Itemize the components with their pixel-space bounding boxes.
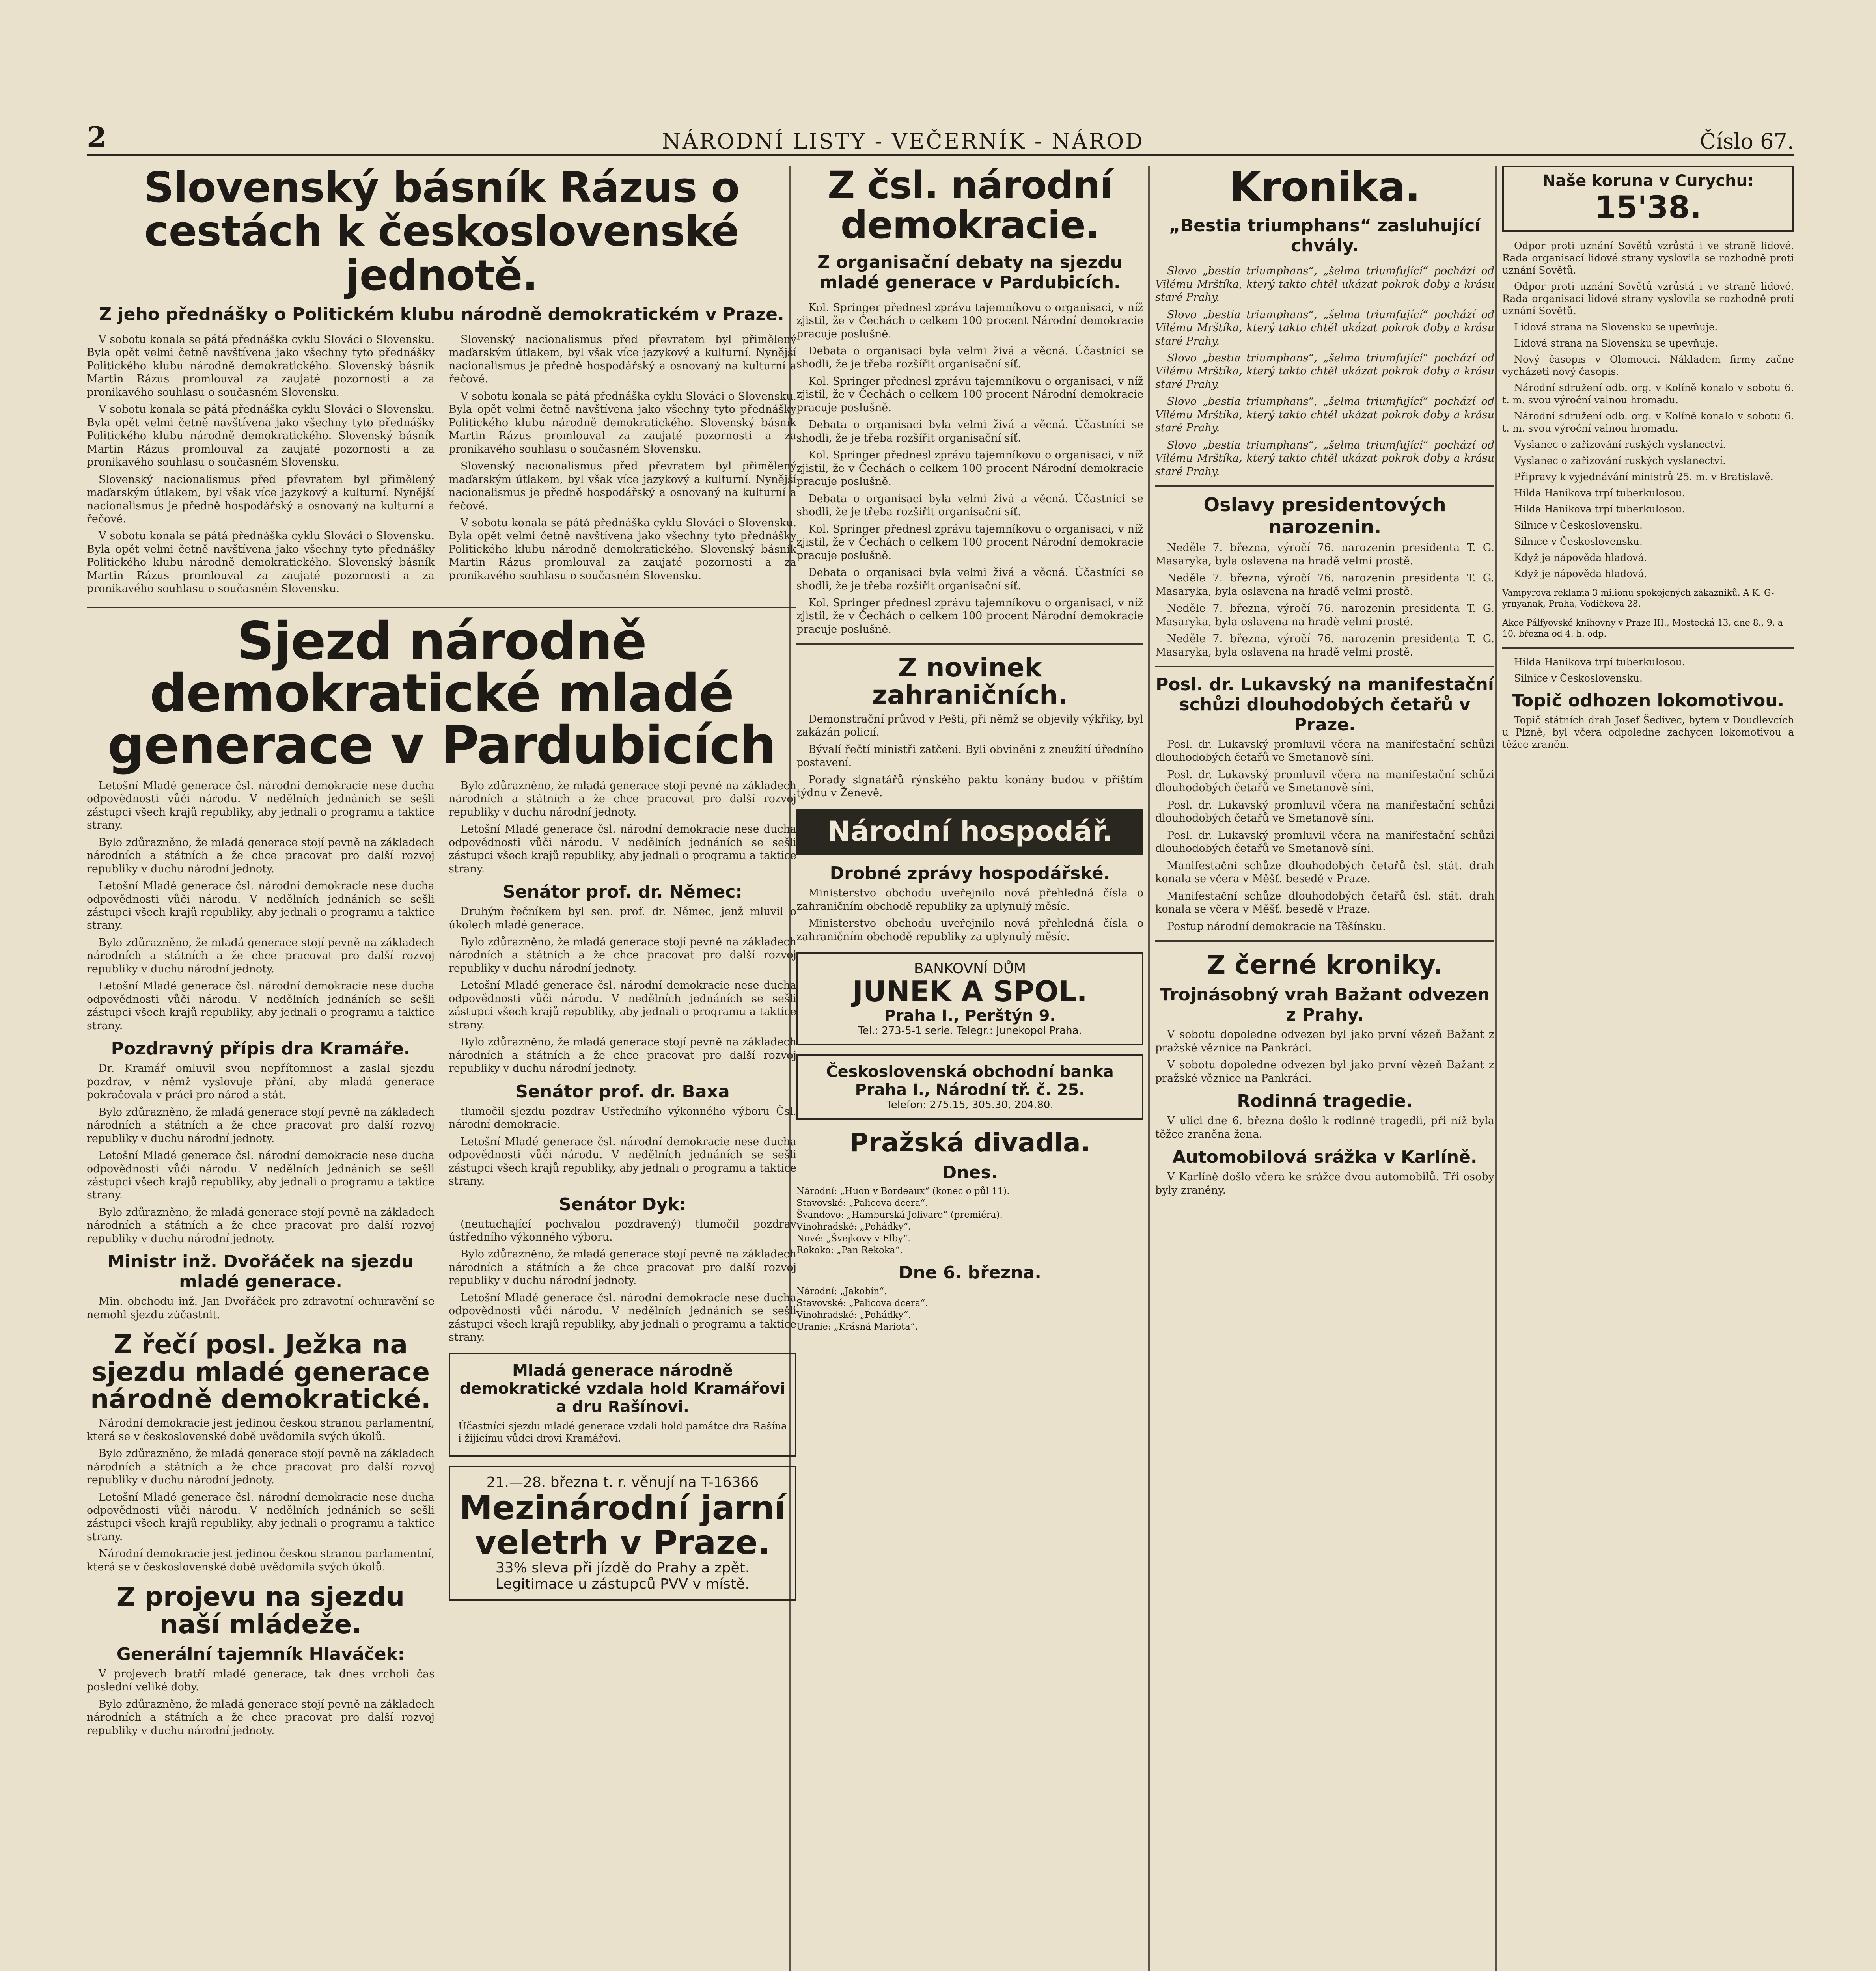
divider bbox=[796, 643, 1143, 645]
news-item: Hilda Hanikova trpí tuberkulosou. bbox=[1514, 503, 1685, 515]
article-paragraph: Manifestační schůze dlouhodobých četařů čsl. stát. drah konala se včera v Měšť. besedě v Praze. bbox=[1155, 859, 1494, 885]
column-demokracie bbox=[796, 166, 1143, 1333]
article-paragraph: Debata o organisaci byla velmi živá a věcná. Účastníci se shodli, že je třeba rozšířit organisační síť. bbox=[796, 419, 1143, 444]
ad-veletrh-title: Mezinárodní jarní veletrh v Praze. bbox=[459, 1488, 786, 1562]
article-paragraph: Slovenský nacionalismus před převratem byl přimělený maďarským útlakem, byl však více jazykový a kulturní. Nynější nacionalismus je předně hospodářský a osnovaný na kulturní a řečové. bbox=[449, 460, 796, 512]
subhead-baxa: Senátor prof. dr. Baxa bbox=[515, 1081, 730, 1102]
article-paragraph: Bylo zdůrazněno, že mladá generace stojí pevně na základech národních a státních a že chce pracovat pro další rozvoj republiky v duchu národní jednoty. bbox=[87, 1448, 435, 1487]
subhead-oslavy: Oslavy presidentových narozenin. bbox=[1203, 494, 1446, 538]
news-item: Topič státních drah Josef Šedivec, bytem v Doudlevcích u Plzně, byl včera odpoledne zachycen lokomotivou a těžce zraněn. bbox=[1502, 714, 1794, 750]
theatre-item: Švandovo: „Hamburská Jolivare“ (premiéra). bbox=[796, 1209, 1003, 1220]
article-paragraph: Bylo zdůrazněno, že mladá generace stojí pevně na základech národních a státních a že chce pracovat pro další rozvoj republiky v duchu národní jednoty. bbox=[449, 936, 796, 974]
article-paragraph: Debata o organisaci byla velmi živá a věcná. Účastníci se shodli, že je třeba rozšířit organisační síť. bbox=[796, 345, 1143, 371]
theatre-item: Stavovské: „Palicova dcera“. bbox=[796, 1298, 928, 1309]
article-paragraph: Letošní Mladé generace čsl. národní demokracie nese ducha odpovědnosti vůči národu. V nedělních jednáních se sešli zástupci všech krajů republiky, aby jednali o programu a taktice strany. bbox=[87, 1491, 435, 1543]
article-paragraph: Neděle 7. března, výročí 76. narozenin presidenta T. G. Masaryka, byla oslavena na hradě velmi prostě. bbox=[1155, 633, 1494, 658]
article-paragraph: Posl. dr. Lukavský promluvil včera na manifestační schůzi dlouhodobých četařů ve Smetanově síni. bbox=[1155, 768, 1494, 794]
article-paragraph: V ulici dne 6. března došlo k rodinné tragedii, při níž byla těžce zraněna žena. bbox=[1155, 1115, 1494, 1140]
ad-junek-label: BANKOVNÍ DŮM bbox=[914, 961, 1026, 977]
ad-bank2-name: Československá obchodní banka bbox=[826, 1062, 1114, 1081]
subhead-hospodar: Drobné zprávy hospodářské. bbox=[830, 863, 1110, 884]
article-paragraph: Bývalí řečtí ministři zatčeni. Byli obviněni z zneužití úředního postavení. bbox=[796, 743, 1143, 769]
ad-junek-name: JUNEK A SPOL. bbox=[852, 975, 1087, 1008]
news-item: Když je nápověda hladová. bbox=[1514, 552, 1647, 563]
article-paragraph: Bylo zdůrazněno, že mladá generace stojí pevně na základech národních a státních a že chce pracovat pro další rozvoj republiky v duchu národní jednoty. bbox=[449, 1248, 796, 1287]
article-paragraph: Letošní Mladé generace čsl. národní demokracie nese ducha odpovědnosti vůči národu. V nedělních jednáních se sešli zástupci všech krajů republiky, aby jednali o programu a taktice strany. bbox=[87, 880, 435, 932]
theatre-item: Rokoko: „Pan Rekoka“. bbox=[796, 1245, 903, 1256]
article-paragraph: (neutuchající pochvalou pozdravený) tlumočil pozdrav ústředního výkonného výboru. bbox=[449, 1218, 796, 1243]
subhead-tragedie: Rodinná tragedie. bbox=[1237, 1091, 1413, 1112]
news-item: Silnice v Československu. bbox=[1514, 672, 1643, 684]
article-paragraph: Bylo zdůrazněno, že mladá generace stojí pevně na základech národních a státních a že chce pracovat pro další rozvoj republiky v duchu národní jednoty. bbox=[87, 1698, 435, 1737]
article-paragraph: Bylo zdůrazněno, že mladá generace stojí pevně na základech národních a státních a že chce pracovat pro další rozvoj republiky v duchu národní jednoty. bbox=[87, 1106, 435, 1145]
article-razus bbox=[87, 333, 796, 600]
news-item: Hilda Hanikova trpí tuberkulosou. bbox=[1514, 487, 1685, 499]
ad-vampyrova: Vampyrova reklama 3 milionu spokojených zákazníků. A K. G-yrnyanak, Praha, Vodičkova 28. bbox=[1502, 588, 1774, 609]
article-paragraph: V sobotu konala se pátá přednáška cyklu Slováci o Slovensku. Byla opět velmi četně navštívena jako všechny tyto přednášky Politického klubu národně demokratického. Slovenský básník Martin Rázus promlouval za zaujaté pozornosti a za pronikavého souhlasu o současném Slovensku. bbox=[87, 333, 435, 399]
koruna-label: Naše koruna v Curychu: bbox=[1542, 172, 1754, 190]
theatre-item: Národní: „Huon v Bordeaux“ (konec o půl 11). bbox=[796, 1186, 1010, 1197]
news-item: Vyslanec o zařizování ruských vyslanectví. bbox=[1514, 439, 1726, 450]
column-rule bbox=[1495, 166, 1497, 1971]
subhead-bestia: „Bestia triumphans“ zasluhující chvály. bbox=[1169, 216, 1481, 256]
headline-cerne-kroniky: Z černé kroniky. bbox=[1207, 950, 1443, 980]
article-paragraph: V sobotu konala se pátá přednáška cyklu Slováci o Slovensku. Byla opět velmi četně navštívena jako všechny tyto přednášky Politického klubu národně demokratického. Slovenský básník Martin Rázus promlouval za zaujaté pozornosti a za pronikavého souhlasu o současném Slovensku. bbox=[449, 516, 796, 582]
ad-veletrh bbox=[449, 1466, 796, 1601]
article-paragraph: Neděle 7. března, výročí 76. narozenin presidenta T. G. Masaryka, byla oslavena na hradě velmi prostě. bbox=[1155, 572, 1494, 598]
divider bbox=[1155, 485, 1494, 487]
column-zpravy bbox=[1502, 166, 1794, 754]
ad-obchodni-banka bbox=[796, 1054, 1143, 1120]
article-paragraph: Bylo zdůrazněno, že mladá generace stojí pevně na základech národních a státních a že chce pracovat pro další rozvoj republiky v duchu národní jednoty. bbox=[87, 936, 435, 975]
news-item: Připravy k vyjednávání ministrů 25. m. v Bratislavě. bbox=[1514, 471, 1773, 483]
headline-razus: Slovenský básník Rázus o cestách k československé jednotě. bbox=[144, 166, 740, 300]
article-paragraph: V sobotu dopoledne odvezen byl jako první vězeň Bažant z pražské věznice na Pankráci. bbox=[1155, 1028, 1494, 1054]
subheadline-razus: Z jeho přednášky o Politickém klubu národně demokratickém v Praze. bbox=[99, 304, 784, 324]
subhead-kramar: Pozdravný přípis dra Kramáře. bbox=[111, 1039, 410, 1059]
article-sjezd bbox=[87, 779, 796, 1741]
article-paragraph: Posl. dr. Lukavský promluvil včera na manifestační schůzi dlouhodobých četařů ve Smetanově síni. bbox=[1155, 738, 1494, 764]
banner-hospodar-title: Národní hospodář. bbox=[827, 815, 1113, 848]
subhead-dvoracek: Ministr inž. Dvořáček na sjezdu mladé generace. bbox=[107, 1252, 414, 1292]
theatre-item: Uranie: „Krásná Mariota“. bbox=[796, 1322, 918, 1332]
article-paragraph: Posl. dr. Lukavský promluvil včera na manifestační schůzi dlouhodobých četařů ve Smetanově síni. bbox=[1155, 799, 1494, 825]
news-item: Nový časopis v Olomouci. Nákladem firmy začne vycházeti nový časopis. bbox=[1502, 354, 1794, 377]
article-paragraph: Bylo zdůrazněno, že mladá generace stojí pevně na základech národních a státních a že chce pracovat pro další rozvoj republiky v duchu národní jednoty. bbox=[87, 1206, 435, 1245]
ad-junek-addr: Praha I., Perštýn 9. bbox=[884, 1006, 1056, 1025]
article-paragraph: Slovo „bestia triumphans“, „šelma triumfující“ pochází od Vilému Mrštíka, který takto chtěl ukázat pokrok doby a krásu staré Prahy. bbox=[1155, 265, 1494, 304]
article-paragraph: Slovo „bestia triumphans“, „šelma triumfující“ pochází od Vilému Mrštíka, který takto chtěl ukázat pokrok doby a krásu staré Prahy. bbox=[1155, 395, 1494, 434]
box-koruna bbox=[1502, 166, 1794, 232]
news-item: Když je nápověda hladová. bbox=[1514, 568, 1647, 579]
article-paragraph: Postup národní demokracie na Těšínsku. bbox=[1167, 920, 1386, 933]
article-paragraph: Slovenský nacionalismus před převratem byl přimělený maďarským útlakem, byl však více jazykový a kulturní. Nynější nacionalismus je předně hospodářský a osnovaný na kulturní a řečové. bbox=[87, 473, 435, 525]
subhead-automobil: Automobilová srážka v Karlíně. bbox=[1172, 1147, 1477, 1168]
article-paragraph: Slovo „bestia triumphans“, „šelma triumfující“ pochází od Vilému Mrštíka, který takto chtěl ukázat pokrok doby a krásu staré Prahy. bbox=[1155, 308, 1494, 347]
article-paragraph: Letošní Mladé generace čsl. národní demokracie nese ducha odpovědnosti vůči národu. V nedělních jednáních se sešli zástupci všech krajů republiky, aby jednali o programu a taktice strany. bbox=[87, 1149, 435, 1202]
column-main bbox=[87, 166, 796, 1741]
article-paragraph: Národní demokracie jest jedinou českou stranou parlamentní, která se v československé době uvědomila svých úkolů. bbox=[87, 1417, 435, 1443]
article-paragraph: Slovenský nacionalismus před převratem byl přimělený maďarským útlakem, byl však více jazykový a kulturní. Nynější nacionalismus je předně hospodářský a osnovaný na kulturní a řečové. bbox=[449, 333, 796, 386]
ad-bank2-tel: Telefon: 275.15, 305.30, 204.80. bbox=[886, 1099, 1054, 1111]
article-paragraph: Slovo „bestia triumphans“, „šelma triumfující“ pochází od Vilému Mrštíka, který takto chtěl ukázat pokrok doby a krásu staré Prahy. bbox=[1155, 439, 1494, 478]
ad-junek-tel: Tel.: 273-5-1 serie. Telegr.: Junekopol Praha. bbox=[858, 1025, 1082, 1037]
subhead-projevu: Z projevu na sjezdu naší mládeže. bbox=[116, 1582, 405, 1639]
article-paragraph: Manifestační schůze dlouhodobých četařů čsl. stát. drah konala se včera v Měšť. besedě v Praze. bbox=[1155, 890, 1494, 916]
news-item: Silnice v Československu. bbox=[1514, 536, 1643, 547]
article-paragraph: V sobotu dopoledne odvezen byl jako první vězeň Bažant z pražské věznice na Pankráci. bbox=[1155, 1059, 1494, 1084]
article-paragraph: Letošní Mladé generace čsl. národní demokracie nese ducha odpovědnosti vůči národu. V nedělních jednáních se sešli zástupci všech krajů republiky, aby jednali o programu a taktice strany. bbox=[449, 1291, 796, 1344]
theatre-item: Národní: „Jakobín“. bbox=[796, 1286, 887, 1297]
article-paragraph: Dr. Kramář omluvil svou nepřítomnost a zaslal sjezdu pozdrav, v němž vyslovuje přání, aby mladá generace pokračovala v práci pro národ a stát. bbox=[87, 1062, 435, 1101]
news-item: Odpor proti uznání Sovětů vzrůstá i ve straně lidové. Rada organisací lidové strany vyslovila se rozhodně proti uznání Sovětů. bbox=[1502, 240, 1794, 276]
article-paragraph: V sobotu konala se pátá přednáška cyklu Slováci o Slovensku. Byla opět velmi četně navštívena jako všechny tyto přednášky Politického klubu národně demokratického. Slovenský básník Martin Rázus promlouval za zaujaté pozornosti a za pronikavého souhlasu o současném Slovensku. bbox=[87, 530, 435, 595]
box-text: Účastníci sjezdu mladé generace vzdali hold památce dra Rašína i žijícímu vůdci drovi Kramářovi. bbox=[458, 1420, 787, 1444]
article-paragraph: tlumočil sjezdu pozdrav Ústředního výkonného výboru Čsl. národní demokracie. bbox=[449, 1105, 796, 1131]
article-paragraph: Porady signatářů rýnského paktu konány budou v příštím týdnu v Ženevě. bbox=[796, 773, 1143, 799]
article-paragraph: V projevech bratří mladé generace, tak dnes vrcholí čas poslední veliké doby. bbox=[87, 1667, 435, 1693]
article-paragraph: Bylo zdůrazněno, že mladá generace stojí pevně na základech národních a státních a že chce pracovat pro další rozvoj republiky v duchu národní jednoty. bbox=[87, 836, 435, 875]
news-item: Vyslanec o zařizování ruských vyslanectví. bbox=[1514, 455, 1726, 466]
subhead-lokomotiva: Topič odhozen lokomotivou. bbox=[1512, 690, 1785, 711]
subhead-hlavacek: Generální tajemník Hlaváček: bbox=[116, 1644, 405, 1664]
divider bbox=[1155, 940, 1494, 942]
article-paragraph: Kol. Springer přednesl zprávu tajemníkovu o organisaci, v níž zjistil, že v Čechách o celkem 100 procent Národní demokracie pracuje poslušně. bbox=[796, 375, 1143, 414]
article-paragraph: V sobotu konala se pátá přednáška cyklu Slováci o Slovensku. Byla opět velmi četně navštívena jako všechny tyto přednášky Politického klubu národně demokratického. Slovenský básník Martin Rázus promlouval za zaujaté pozornosti a za pronikavého souhlasu o současném Slovensku. bbox=[449, 390, 796, 455]
news-item: Lidová strana na Slovensku se upevňuje. bbox=[1514, 337, 1718, 349]
issue-number: Číslo 67. bbox=[1699, 129, 1794, 154]
page-header bbox=[87, 122, 1794, 156]
article-paragraph: Posl. dr. Lukavský promluvil včera na manifestační schůzi dlouhodobých četařů ve Smetanově síni. bbox=[1155, 829, 1494, 855]
theatre-item: Vinohradské: „Pohádky“. bbox=[796, 1221, 911, 1232]
article-paragraph: Ministerstvo obchodu uveřejnilo nová přehledná čísla o zahraničním obchodě republiky za uplynulý měsíc. bbox=[796, 887, 1143, 913]
article-paragraph: Kol. Springer přednesl zprávu tajemníkovu o organisaci, v níž zjistil, že v Čechách o celkem 100 procent Národní demokracie pracuje poslušně. bbox=[796, 301, 1143, 340]
ad-bank2-addr: Praha I., Národní tř. č. 25. bbox=[855, 1081, 1085, 1099]
subhead-vrah: Trojnásobný vrah Bažant odvezen z Prahy. bbox=[1160, 985, 1490, 1025]
headline-demokracie: Z čsl. národní demokracie. bbox=[827, 166, 1113, 247]
article-paragraph: Neděle 7. března, výročí 76. narozenin presidenta T. G. Masaryka, byla oslavena na hradě velmi prostě. bbox=[1155, 542, 1494, 567]
article-paragraph: Letošní Mladé generace čsl. národní demokracie nese ducha odpovědnosti vůči národu. V nedělních jednáních se sešli zástupci všech krajů republiky, aby jednali o programu a taktice strany. bbox=[449, 1135, 796, 1188]
ad-veletrh-dates: 21.—28. března t. r. věnují na T-16366 bbox=[486, 1474, 759, 1490]
article-paragraph: V sobotu konala se pátá přednáška cyklu Slováci o Slovensku. Byla opět velmi četně navštívena jako všechny tyto přednášky Politického klubu národně demokratického. Slovenský básník Martin Rázus promlouval za zaujaté pozornosti a za pronikavého souhlasu o současném Slovensku. bbox=[87, 403, 435, 469]
column-kronika bbox=[1155, 166, 1494, 1201]
article-paragraph: Letošní Mladé generace čsl. národní demokracie nese ducha odpovědnosti vůči národu. V nedělních jednáních se sešli zástupci všech krajů republiky, aby jednali o programu a taktice strany. bbox=[87, 980, 435, 1032]
article-paragraph: Druhým řečníkem byl sen. prof. dr. Němec, jenž mluvil o úkolech mladé generace. bbox=[449, 905, 796, 931]
koruna-value: 15'38. bbox=[1594, 190, 1702, 225]
masthead: NÁRODNÍ LISTY - VEČERNÍK - NÁROD bbox=[662, 129, 1144, 154]
article-paragraph: Letošní Mladé generace čsl. národní demokracie nese ducha odpovědnosti vůči národu. V nedělních jednáních se sešli zástupci všech krajů republiky, aby jednali o programu a taktice strany. bbox=[449, 823, 796, 875]
article-paragraph: Min. obchodu inž. Jan Dvořáček pro zdravotní ochuravění se nemohl sjezdu zúčastnit. bbox=[87, 1295, 435, 1321]
ad-veletrh-text: 33% sleva při jízdě do Prahy a zpět. Legitimace u zástupců PVV v místě. bbox=[495, 1560, 750, 1593]
box-title: Mladá generace národně demokratické vzdala hold Kramářovi a dru Rašínovi. bbox=[459, 1361, 786, 1416]
ad-junek bbox=[796, 952, 1143, 1045]
article-paragraph: Debata o organisaci byla velmi živá a věcná. Účastníci se shodli, že je třeba rozšířit organisační síť. bbox=[796, 492, 1143, 518]
article-paragraph: Bylo zdůrazněno, že mladá generace stojí pevně na základech národních a státních a že chce pracovat pro další rozvoj republiky v duchu národní jednoty. bbox=[449, 779, 796, 818]
headline-sjezd: Sjezd národně demokratické mladé generace v Pardubicích bbox=[107, 611, 776, 776]
divadla-zitra: Dne 6. března. bbox=[898, 1263, 1042, 1283]
headline-divadla: Pražská divadla. bbox=[849, 1127, 1091, 1158]
column-rule bbox=[1148, 166, 1150, 1971]
subhead-jezek: Z řečí posl. Ježka na sjezdu mladé generace národně demokratické. bbox=[90, 1329, 431, 1414]
theatre-item: Nové: „Švejkovy v Elby“. bbox=[796, 1233, 911, 1244]
banner-hospodar bbox=[796, 809, 1143, 855]
article-paragraph: Kol. Springer přednesl zprávu tajemníkovu o organisaci, v níž zjistil, že v Čechách o celkem 100 procent Národní demokracie pracuje poslušně. bbox=[796, 596, 1143, 635]
headline-novinek: Z novinek zahraničních. bbox=[872, 652, 1068, 710]
subhead-dyk: Senátor Dyk: bbox=[559, 1194, 686, 1215]
article-paragraph: Bylo zdůrazněno, že mladá generace stojí pevně na základech národních a státních a že chce pracovat pro další rozvoj republiky v duchu národní jednoty. bbox=[449, 1036, 796, 1075]
article-paragraph: V Karlíně došlo včera ke srážce dvou automobilů. Tři osoby byly zraněny. bbox=[1155, 1171, 1494, 1196]
subhead-nemec: Senátor prof. dr. Němec: bbox=[502, 882, 742, 902]
news-item: Národní sdružení odb. org. v Kolíně konalo v sobotu 6. t. m. svou výroční valnou hromadu. bbox=[1502, 382, 1794, 406]
news-item: Národní sdružení odb. org. v Kolíně konalo v sobotu 6. t. m. svou výroční valnou hromadu. bbox=[1502, 410, 1794, 434]
article-paragraph: Kol. Springer přednesl zprávu tajemníkovu o organisaci, v níž zjistil, že v Čechách o celkem 100 procent Národní demokracie pracuje poslušně. bbox=[796, 449, 1143, 488]
article-paragraph: Kol. Springer přednesl zprávu tajemníkovu o organisaci, v níž zjistil, že v Čechách o celkem 100 procent Národní demokracie pracuje poslušně. bbox=[796, 523, 1143, 562]
news-item: Hilda Hanikova trpí tuberkulosou. bbox=[1514, 656, 1685, 668]
news-item: Lidová strana na Slovensku se upevňuje. bbox=[1514, 321, 1718, 333]
article-paragraph: Debata o organisaci byla velmi živá a věcná. Účastníci se shodli, že je třeba rozšířit organisační síť. bbox=[796, 566, 1143, 592]
headline-kronika: Kronika. bbox=[1229, 166, 1420, 211]
news-item: Odpor proti uznání Sovětů vzrůstá i ve straně lidové. Rada organisací lidové strany vyslovila se rozhodně proti uznání Sovětů. bbox=[1502, 281, 1794, 317]
news-item: Silnice v Československu. bbox=[1514, 520, 1643, 531]
article-paragraph: Ministerstvo obchodu uveřejnilo nová přehledná čísla o zahraničním obchodě republiky za uplynulý měsíc. bbox=[796, 917, 1143, 943]
theatre-item: Vinohradské: „Pohádky“. bbox=[796, 1310, 911, 1321]
article-paragraph: Neděle 7. března, výročí 76. narozenin presidenta T. G. Masaryka, byla oslavena na hradě velmi prostě. bbox=[1155, 602, 1494, 628]
page-number: 2 bbox=[87, 120, 107, 154]
article-paragraph: Letošní Mladé generace čsl. národní demokracie nese ducha odpovědnosti vůči národu. V nedělních jednáních se sešli zástupci všech krajů republiky, aby jednali o programu a taktice strany. bbox=[87, 779, 435, 832]
article-paragraph: Národní demokracie jest jedinou českou stranou parlamentní, která se v československé době uvědomila svých úkolů. bbox=[87, 1548, 435, 1573]
divider bbox=[1155, 666, 1494, 667]
ad-palfyovske: Akce Pálfyovské knihovny v Praze III., Mostecká 13, dne 8., 9. a 10. března od 4. h. odp. bbox=[1502, 618, 1783, 639]
divider bbox=[87, 607, 796, 608]
subheadline-demokracie: Z organisační debaty na sjezdu mladé generace v Pardubicích. bbox=[817, 252, 1123, 292]
article-paragraph: Slovo „bestia triumphans“, „šelma triumfující“ pochází od Vilému Mrštíka, který takto chtěl ukázat pokrok doby a krásu staré Prahy. bbox=[1155, 352, 1494, 391]
subhead-lukavsky: Posl. dr. Lukavský na manifestační schůzi dlouhodobých četařů v Praze. bbox=[1156, 674, 1494, 735]
divider bbox=[1502, 647, 1794, 649]
divadla-dnes: Dnes. bbox=[942, 1162, 998, 1183]
article-paragraph: Demonstrační průvod v Pešti, při němž se objevily výkřiky, byl zakázán policií. bbox=[796, 713, 1143, 739]
article-paragraph: Letošní Mladé generace čsl. národní demokracie nese ducha odpovědnosti vůči národu. V nedělních jednáních se sešli zástupci všech krajů republiky, aby jednali o programu a taktice strany. bbox=[449, 979, 796, 1031]
box-mlada-generace bbox=[449, 1353, 796, 1457]
theatre-item: Stavovské: „Palicova dcera“. bbox=[796, 1198, 928, 1208]
